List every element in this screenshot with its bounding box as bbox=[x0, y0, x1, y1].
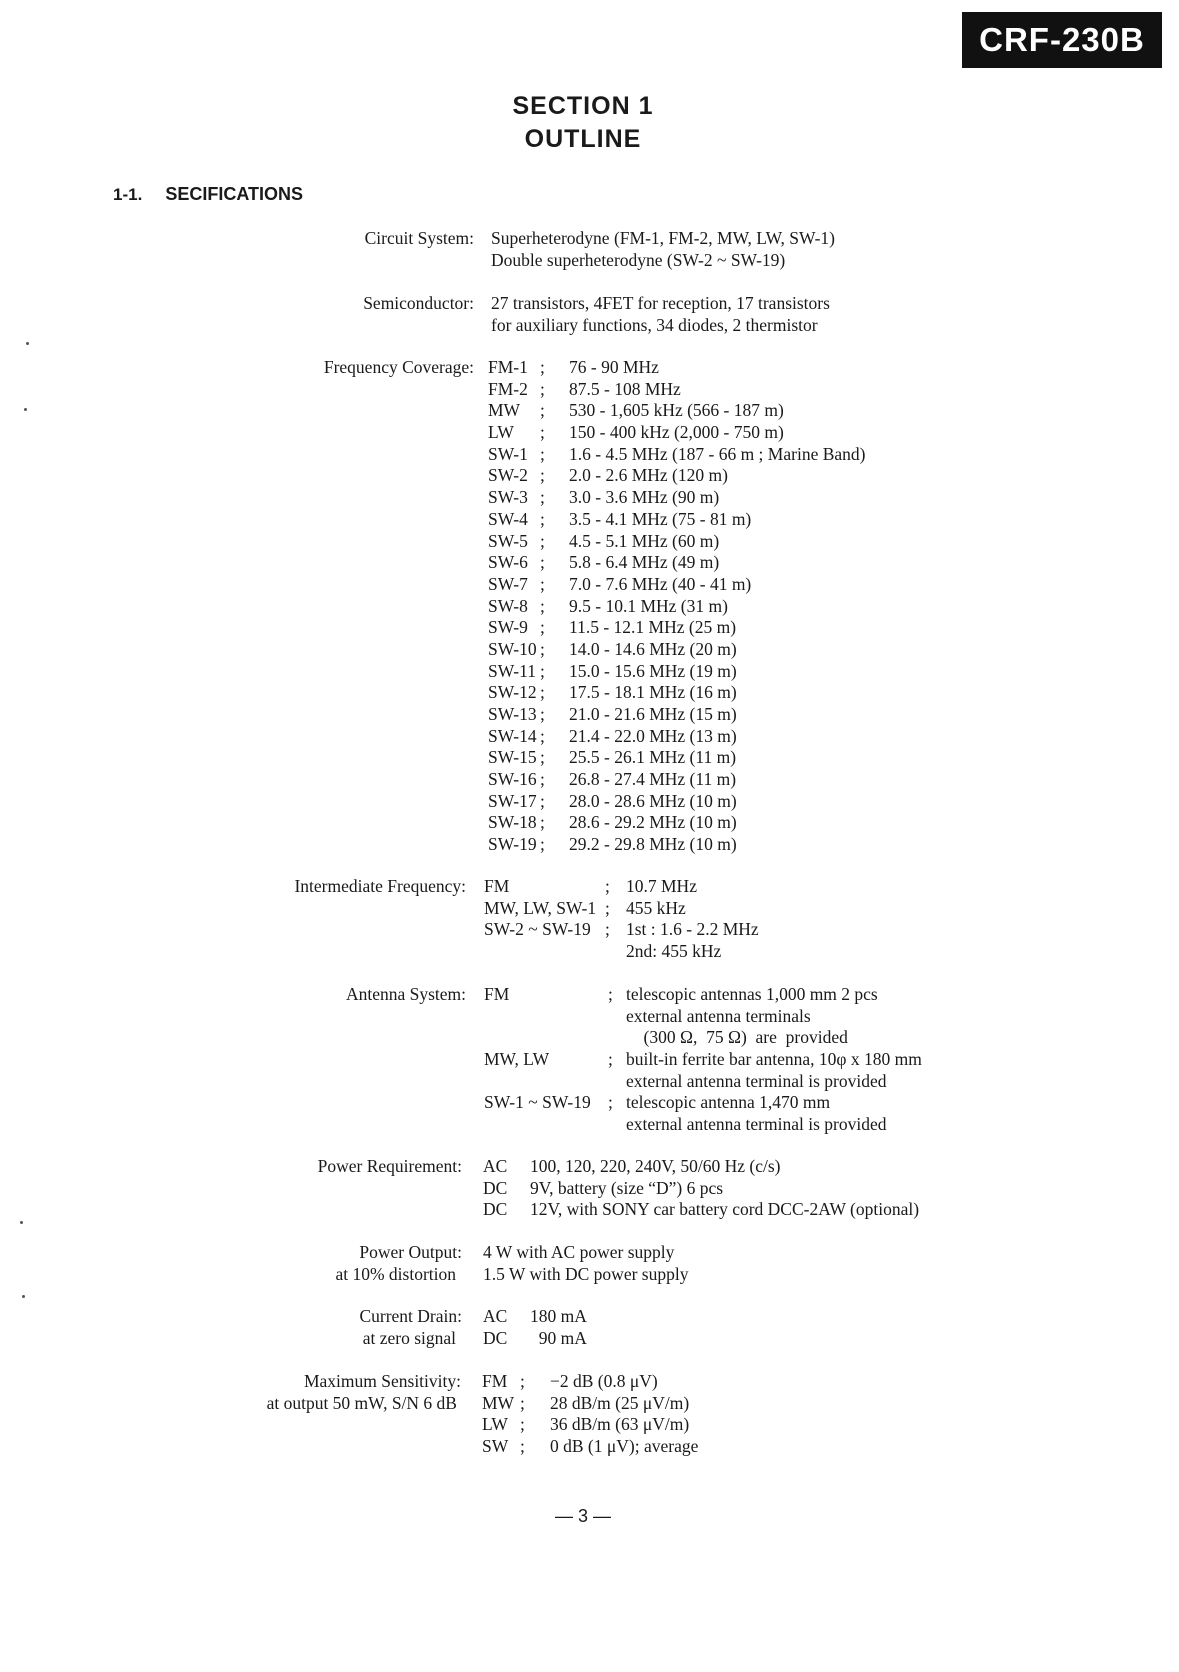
band-value: 4.5 - 5.1 MHz (60 m) bbox=[569, 530, 720, 551]
band-name: SW-15 bbox=[488, 747, 537, 768]
band-name: SW-9 bbox=[488, 617, 528, 638]
supply-type: DC bbox=[483, 1199, 508, 1220]
spec-label: Frequency Coverage: bbox=[323, 357, 474, 377]
spec-label: Intermediate Frequency: bbox=[294, 876, 466, 896]
supply-value: 9V, battery (size “D”) 6 pcs bbox=[530, 1177, 724, 1198]
page-number: — 3 — bbox=[554, 1506, 611, 1526]
band-name: LW bbox=[482, 1414, 508, 1435]
band-name: MW bbox=[488, 400, 521, 421]
scan-speck bbox=[20, 1221, 23, 1224]
supply-type: AC bbox=[483, 1156, 508, 1176]
band-name: SW-17 bbox=[488, 790, 537, 811]
band-value: telescopic antenna 1,470 mm bbox=[626, 1092, 831, 1113]
spec-value-line: Superheterodyne (FM-1, FM-2, MW, LW, SW-1) bbox=[491, 228, 835, 248]
band-name: SW-1 ~ SW-19 bbox=[484, 1092, 591, 1113]
spec-label-condition: at 10% distortion bbox=[335, 1263, 456, 1284]
band-value: 3.0 - 3.6 MHz (90 m) bbox=[569, 487, 720, 508]
spec-label bbox=[267, 1371, 461, 1414]
band-value: 87.5 - 108 MHz bbox=[569, 378, 681, 399]
separator: ; bbox=[608, 1049, 613, 1070]
separator: ; bbox=[540, 508, 545, 529]
band-name: SW-14 bbox=[488, 725, 537, 746]
subsection-heading bbox=[113, 184, 303, 205]
separator: ; bbox=[520, 1392, 525, 1413]
spec-value-line: 4 W with AC power supply bbox=[483, 1242, 675, 1262]
spec-label-main: Current Drain: bbox=[359, 1306, 462, 1326]
band-value: 9.5 - 10.1 MHz (31 m) bbox=[569, 595, 728, 616]
band-name: SW-10 bbox=[488, 638, 537, 659]
supply-value: 180 mA bbox=[530, 1306, 587, 1326]
separator: ; bbox=[540, 400, 545, 421]
spec-value-line: for auxiliary functions, 34 diodes, 2 thermistor bbox=[491, 314, 818, 335]
separator: ; bbox=[540, 552, 545, 573]
separator: ; bbox=[540, 573, 545, 594]
separator: ; bbox=[520, 1436, 525, 1457]
band-name: SW-7 bbox=[488, 573, 528, 594]
spec-label-condition: at zero signal bbox=[362, 1327, 456, 1348]
band-value: 2.0 - 2.6 MHz (120 m) bbox=[569, 465, 728, 486]
spec-label: Semiconductor: bbox=[363, 293, 474, 313]
band-name: SW-16 bbox=[488, 769, 537, 790]
band-value: 5.8 - 6.4 MHz (49 m) bbox=[569, 552, 720, 573]
band-value: 14.0 - 14.6 MHz (20 m) bbox=[569, 638, 737, 659]
band-name: SW-1 bbox=[488, 443, 528, 464]
band-name: FM-2 bbox=[488, 378, 528, 399]
band-value: telescopic antennas 1,000 mm 2 pcs bbox=[626, 984, 878, 1004]
band-name: SW-4 bbox=[488, 508, 528, 529]
separator: ; bbox=[540, 595, 545, 616]
band-name: FM bbox=[484, 876, 510, 896]
section-title: OUTLINE bbox=[524, 125, 642, 153]
separator: ; bbox=[540, 465, 545, 486]
band-name: SW-19 bbox=[488, 834, 537, 855]
band-name: SW-18 bbox=[488, 812, 537, 833]
band-value: 2nd: 455 kHz bbox=[626, 941, 722, 962]
band-name: SW-2 bbox=[488, 465, 528, 486]
band-value: external antenna terminals bbox=[626, 1005, 811, 1026]
band-value: 25.5 - 26.1 MHz (11 m) bbox=[569, 747, 737, 768]
band-name: SW-8 bbox=[488, 595, 528, 616]
band-value: built-in ferrite bar antenna, 10φ x 180 mm bbox=[626, 1049, 922, 1070]
section-number: SECTION 1 bbox=[512, 92, 654, 120]
band-value: 21.0 - 21.6 MHz (15 m) bbox=[569, 704, 737, 724]
band-name: MW, LW, SW-1 bbox=[484, 897, 597, 918]
band-name: SW-12 bbox=[488, 682, 537, 703]
model-badge bbox=[962, 12, 1162, 68]
band-value: 28.0 - 28.6 MHz (10 m) bbox=[569, 790, 737, 811]
band-value: 150 - 400 kHz (2,000 - 750 m) bbox=[569, 422, 784, 443]
band-name: FM-1 bbox=[488, 357, 528, 377]
spec-label-main: Power Output: bbox=[359, 1242, 462, 1262]
spec-label: Antenna System: bbox=[345, 984, 466, 1004]
separator: ; bbox=[540, 443, 545, 464]
band-name: FM bbox=[484, 984, 510, 1004]
separator: ; bbox=[540, 530, 545, 551]
separator: ; bbox=[520, 1371, 525, 1391]
separator: ; bbox=[608, 984, 613, 1004]
separator: ; bbox=[540, 747, 545, 768]
band-value: 76 - 90 MHz bbox=[569, 357, 659, 377]
spec-value-line: 1.5 W with DC power supply bbox=[483, 1263, 689, 1284]
band-value: 36 dB/m (63 μV/m) bbox=[550, 1414, 690, 1435]
band-value: 530 - 1,605 kHz (566 - 187 m) bbox=[569, 400, 784, 421]
band-value: external antenna terminal is provided bbox=[626, 1070, 887, 1091]
band-value: 3.5 - 4.1 MHz (75 - 81 m) bbox=[569, 508, 752, 529]
separator: ; bbox=[540, 617, 545, 638]
band-name: SW-13 bbox=[488, 704, 537, 724]
spec-label: Circuit System: bbox=[364, 228, 474, 248]
band-value: 455 kHz bbox=[626, 897, 686, 918]
spec-label: Power Requirement: bbox=[317, 1156, 462, 1176]
spec-label bbox=[359, 1306, 462, 1349]
separator: ; bbox=[540, 660, 545, 681]
band-value: (300 Ω, 75 Ω) are provided bbox=[626, 1027, 848, 1048]
subsection-title: SECIFICATIONS bbox=[165, 184, 303, 204]
spec-label-main: Maximum Sensitivity: bbox=[303, 1371, 461, 1391]
separator: ; bbox=[608, 1092, 613, 1113]
supply-type: AC bbox=[483, 1306, 508, 1326]
spec-label-condition: at output 50 mW, S/N 6 dB bbox=[266, 1392, 457, 1413]
supply-type: DC bbox=[483, 1327, 508, 1348]
band-value: 10.7 MHz bbox=[626, 876, 697, 896]
band-value: 7.0 - 7.6 MHz (40 - 41 m) bbox=[569, 573, 752, 594]
band-value: 15.0 - 15.6 MHz (19 m) bbox=[569, 660, 737, 681]
band-value: −2 dB (0.8 μV) bbox=[550, 1371, 658, 1391]
separator: ; bbox=[540, 790, 545, 811]
separator: ; bbox=[540, 638, 545, 659]
band-name: SW-5 bbox=[488, 530, 528, 551]
separator: ; bbox=[605, 897, 610, 918]
separator: ; bbox=[605, 876, 610, 896]
band-value: 11.5 - 12.1 MHz (25 m) bbox=[569, 617, 737, 638]
band-value: external antenna terminal is provided bbox=[626, 1114, 887, 1135]
separator: ; bbox=[540, 487, 545, 508]
band-name: LW bbox=[488, 422, 514, 443]
separator: ; bbox=[540, 725, 545, 746]
band-name: SW-2 ~ SW-19 bbox=[484, 919, 591, 940]
band-value: 1st : 1.6 - 2.2 MHz bbox=[626, 919, 759, 940]
band-name: SW-11 bbox=[488, 660, 536, 681]
spec-label bbox=[335, 1242, 462, 1285]
separator: ; bbox=[540, 378, 545, 399]
band-name: FM bbox=[482, 1371, 508, 1391]
band-value: 28.6 - 29.2 MHz (10 m) bbox=[569, 812, 737, 833]
band-value: 0 dB (1 μV); average bbox=[550, 1436, 699, 1457]
separator: ; bbox=[540, 682, 545, 703]
band-name: MW bbox=[482, 1392, 515, 1413]
band-value: 29.2 - 29.8 MHz (10 m) bbox=[569, 834, 737, 855]
separator: ; bbox=[540, 357, 545, 377]
band-name: SW-6 bbox=[488, 552, 528, 573]
band-value: 17.5 - 18.1 MHz (16 m) bbox=[569, 682, 737, 703]
band-value: 26.8 - 27.4 MHz (11 m) bbox=[569, 769, 737, 790]
model-number: CRF-230B bbox=[979, 21, 1145, 58]
scan-speck bbox=[22, 1295, 25, 1298]
scan-speck bbox=[24, 408, 27, 411]
separator: ; bbox=[540, 704, 545, 724]
spec-value-line: 27 transistors, 4FET for reception, 17 transistors bbox=[491, 293, 830, 313]
separator: ; bbox=[605, 919, 610, 940]
separator: ; bbox=[540, 812, 545, 833]
band-name: MW, LW bbox=[484, 1049, 550, 1070]
subsection-number: 1-1. bbox=[113, 185, 143, 204]
separator: ; bbox=[520, 1414, 525, 1435]
supply-value: 12V, with SONY car battery cord DCC-2AW (optional) bbox=[530, 1199, 920, 1220]
band-value: 1.6 - 4.5 MHz (187 - 66 m ; Marine Band) bbox=[569, 443, 866, 464]
separator: ; bbox=[540, 422, 545, 443]
scan-speck bbox=[26, 342, 29, 345]
spec-value-line: Double superheterodyne (SW-2 ~ SW-19) bbox=[491, 249, 786, 270]
separator: ; bbox=[540, 834, 545, 855]
band-value: 28 dB/m (25 μV/m) bbox=[550, 1392, 690, 1413]
supply-type: DC bbox=[483, 1177, 508, 1198]
band-name: SW bbox=[482, 1436, 509, 1457]
band-name: SW-3 bbox=[488, 487, 528, 508]
separator: ; bbox=[540, 769, 545, 790]
supply-value: 100, 120, 220, 240V, 50/60 Hz (c/s) bbox=[530, 1156, 781, 1176]
band-value: 21.4 - 22.0 MHz (13 m) bbox=[569, 725, 737, 746]
supply-value: 90 mA bbox=[530, 1327, 587, 1348]
